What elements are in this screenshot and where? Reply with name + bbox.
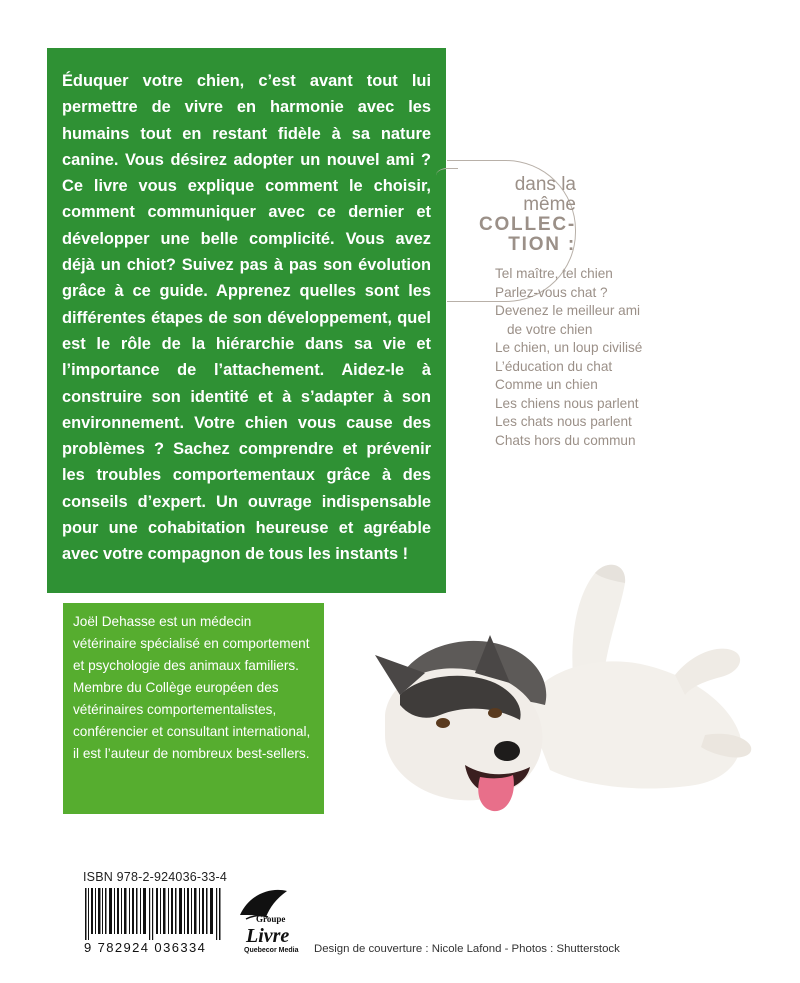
author-bio-box [63, 603, 324, 814]
author-bio-text: Joël Dehasse est un médecin vétérinaire spécialisé en comportement et psychologie des animaux familiers. Membre du Collège européen des vétérinaires comportementalistes, conférencier et consultant international, il est l’auteur de nombreux best-sellers. [73, 614, 311, 761]
collection-heading-line1: dans la [514, 174, 576, 195]
collection-heading-line3: COLLEC- [478, 214, 576, 235]
isbn-digits: 9 782924 036334 [84, 940, 207, 955]
publisher-groupe-label: Groupe [256, 914, 286, 924]
collection-title: Le chien, un loup civilisé [495, 340, 643, 355]
collection-title: Comme un chien [495, 377, 598, 392]
collection-titles-list [495, 265, 642, 450]
collection-title: Les chats nous parlent [495, 414, 632, 429]
publisher-subtitle: Quebecor Media [244, 947, 299, 954]
collection-title: Les chiens nous parlent [495, 395, 639, 411]
collection-title: Tel maître, tel chien [495, 266, 613, 281]
collection-heading [470, 175, 576, 255]
collection-title: Devenez le meilleur ami [495, 303, 641, 318]
collection-heading-line4: TION : [508, 234, 576, 255]
isbn-label: ISBN 978-2-924036-33-4 [83, 870, 228, 884]
collection-title: Parlez-vous chat ? [495, 284, 608, 300]
description-box [47, 48, 446, 593]
collection-heading-line2: même [523, 194, 576, 215]
cover-credits: Design de couverture : Nicole Lafond - Photos : Shutterstock [314, 943, 620, 955]
description-text: Éduquer votre chien, c’est avant tout lui permettre de vivre en harmonie avec les humains tout en restant fidèle à sa nature canine. Vous désirez adopter un nouvel ami ? Ce livre vous explique comment le choisir, comment communiquer avec ce dernier et développer une belle complicité. Vous avez déjà un chiot? Suivez pas à pas son évolution grâce à ce guide. Apprenez quelles sont les différentes étapes de son développement, quel est le rôle de la hiérarchie dans sa vie et l’importance de l’attachement. Aidez-le à construire son identité et à s’adapter à son environnement. Votre chien vous cause des problèmes ? Sachez comprendre et prévenir les troubles comportementaux grâce à des conseils d’expert. Un ouvrage indispensable pour une cohabitation heureuse et agréable avec votre compagnon de tous les instants ! [62, 72, 431, 564]
collection-title: Chats hors du commun [495, 432, 636, 448]
speech-bubble-tail [436, 168, 458, 183]
husky-dog-illustration [345, 555, 765, 855]
barcode [83, 888, 224, 940]
publisher-name: Livre [246, 925, 290, 947]
collection-title: de votre chien [507, 321, 593, 337]
collection-title: L’éducation du chat [495, 358, 613, 374]
